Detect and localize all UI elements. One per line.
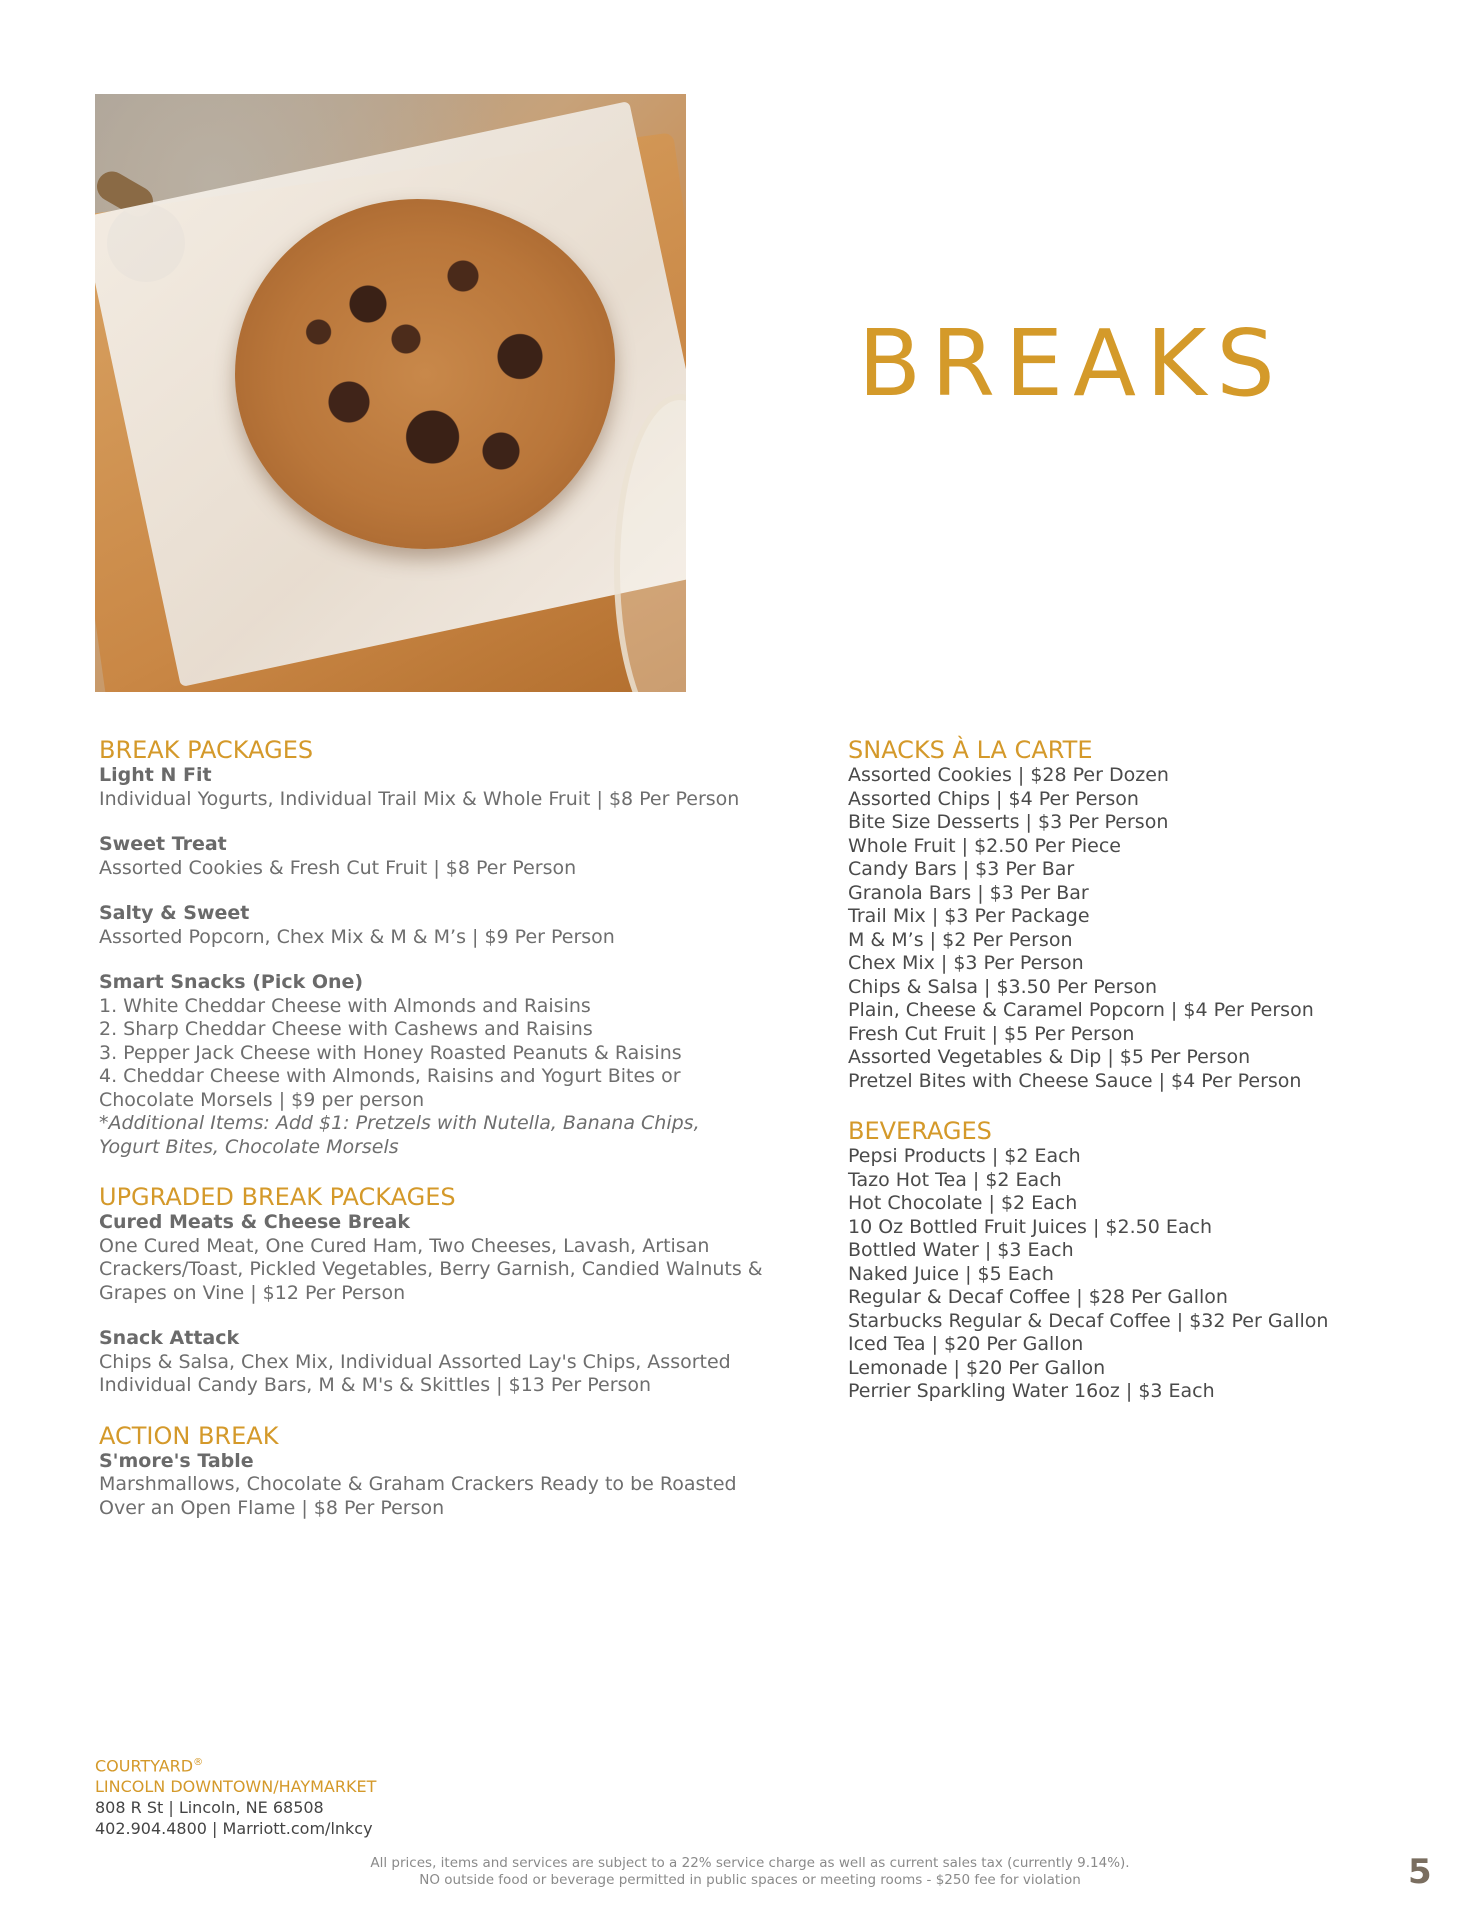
cookie-photo	[95, 94, 686, 692]
package-description: Individual Candy Bars, M & M's & Skittles | $13 Per Person	[99, 1374, 652, 1396]
beverage-item: Starbucks Regular & Decaf Coffee | $32 Per Gallon	[848, 1309, 1329, 1332]
snack-item: M & M’s | $2 Per Person	[848, 928, 1073, 951]
snack-item: Assorted Vegetables & Dip | $5 Per Person	[848, 1046, 1251, 1068]
brand-name	[95, 1752, 376, 1776]
beverage-item: Naked Juice | $5 Each	[848, 1262, 1054, 1285]
package-description: One Cured Meat, One Cured Ham, Two Cheeses, Lavash, Artisan	[99, 1234, 710, 1257]
package-description: Marshmallows, Chocolate & Graham Crackers Ready to be Roasted	[99, 1473, 737, 1495]
snacks-heading: SNACKS À LA CARTE	[848, 736, 1093, 764]
snack-item: Whole Fruit | $2.50 Per Piece	[848, 834, 1121, 857]
additional-items-note: *Additional Items: Add $1: Pretzels with Nutella, Banana Chips,	[99, 1112, 700, 1134]
beverage-item: Regular & Decaf Coffee | $28 Per Gallon	[848, 1286, 1228, 1308]
package-description: Chips & Salsa, Chex Mix, Individual Assorted Lay's Chips, Assorted	[99, 1350, 731, 1373]
beverages-heading: BEVERAGES	[848, 1117, 992, 1145]
disclaimer	[300, 1855, 1200, 1889]
upgraded-packages-heading: UPGRADED BREAK PACKAGES	[99, 1183, 456, 1211]
beverage-item: 10 Oz Bottled Fruit Juices | $2.50 Each	[848, 1215, 1212, 1238]
hotel-address-block	[95, 1752, 376, 1839]
snack-item: Chips & Salsa | $3.50 Per Person	[848, 975, 1158, 998]
brand-text: COURTYARD	[95, 1756, 194, 1776]
street-address: 808 R St | Lincoln, NE 68508	[95, 1798, 324, 1818]
beverage-item: Iced Tea | $20 Per Gallon	[848, 1333, 1084, 1355]
package-description: 2. Sharp Cheddar Cheese with Cashews and Raisins	[99, 1018, 593, 1040]
package-name: Smart Snacks (Pick One)	[99, 971, 364, 993]
beverage-item: Perrier Sparkling Water 16oz | $3 Each	[848, 1380, 1215, 1402]
package-description: Chocolate Morsels | $9 per person	[99, 1088, 425, 1111]
package-description: 4. Cheddar Cheese with Almonds, Raisins and Yogurt Bites or	[99, 1065, 681, 1087]
right-column	[848, 736, 1448, 1404]
beverage-item: Pepsi Products | $2 Each	[848, 1145, 1081, 1167]
beverage-item: Tazo Hot Tea | $2 Each	[848, 1168, 1062, 1191]
package-description: Individual Yogurts, Individual Trail Mix & Whole Fruit | $8 Per Person	[99, 787, 740, 810]
package-name: Salty & Sweet	[99, 902, 250, 924]
package-name: Light N Fit	[99, 764, 212, 786]
package-name: Sweet Treat	[99, 833, 227, 855]
package-name: S'more's Table	[99, 1449, 254, 1472]
package-description: Crackers/Toast, Pickled Vegetables, Berry Garnish, Candied Walnuts &	[99, 1258, 763, 1280]
package-description: Assorted Cookies & Fresh Cut Fruit | $8 Per Person	[99, 856, 577, 879]
beverage-item: Hot Chocolate | $2 Each	[848, 1192, 1078, 1214]
snack-item: Assorted Chips | $4 Per Person	[848, 787, 1139, 810]
snack-item: Granola Bars | $3 Per Bar	[848, 881, 1089, 904]
page-title: BREAKS	[858, 310, 1285, 417]
package-name: Snack Attack	[99, 1327, 240, 1349]
snack-item: Pretzel Bites with Cheese Sauce | $4 Per Person	[848, 1069, 1302, 1092]
disclaimer-line: All prices, items and services are subject to a 22% service charge as well as current sales tax (currently 9.14%).	[370, 1855, 1130, 1871]
contact-info: 402.904.4800 | Marriott.com/lnkcy	[95, 1819, 373, 1839]
disclaimer-line: NO outside food or beverage permitted in public spaces or meeting rooms - $250 fee for violation	[419, 1872, 1081, 1888]
package-description: 3. Pepper Jack Cheese with Honey Roasted Peanuts & Raisins	[99, 1041, 682, 1064]
page-number: 5	[1408, 1852, 1432, 1892]
snack-item: Plain, Cheese & Caramel Popcorn | $4 Per Person	[848, 999, 1314, 1021]
snack-item: Fresh Cut Fruit | $5 Per Person	[848, 1022, 1135, 1045]
snack-item: Trail Mix | $3 Per Package	[848, 905, 1090, 927]
package-name: Cured Meats & Cheese Break	[99, 1211, 410, 1233]
snack-item: Candy Bars | $3 Per Bar	[848, 858, 1075, 880]
additional-items-note: Yogurt Bites, Chocolate Morsels	[99, 1135, 399, 1158]
beverage-item: Lemonade | $20 Per Gallon	[848, 1356, 1106, 1379]
registered-mark: ®	[193, 1757, 204, 1768]
snack-item: Assorted Cookies | $28 Per Dozen	[848, 764, 1169, 786]
package-description: Grapes on Vine | $12 Per Person	[99, 1281, 406, 1304]
package-description: 1. White Cheddar Cheese with Almonds and Raisins	[99, 994, 591, 1017]
hotel-location: LINCOLN DOWNTOWN/HAYMARKET	[95, 1777, 377, 1797]
beverage-item: Bottled Water | $3 Each	[848, 1239, 1074, 1261]
action-break-heading: ACTION BREAK	[99, 1421, 279, 1450]
break-packages-heading: BREAK PACKAGES	[99, 736, 314, 764]
package-description: Over an Open Flame | $8 Per Person	[99, 1496, 445, 1519]
package-description: Assorted Popcorn, Chex Mix & M & M’s | $9 Per Person	[99, 925, 615, 948]
snack-item: Chex Mix | $3 Per Person	[848, 952, 1084, 974]
snack-item: Bite Size Desserts | $3 Per Person	[848, 811, 1169, 833]
left-column	[99, 736, 799, 1520]
